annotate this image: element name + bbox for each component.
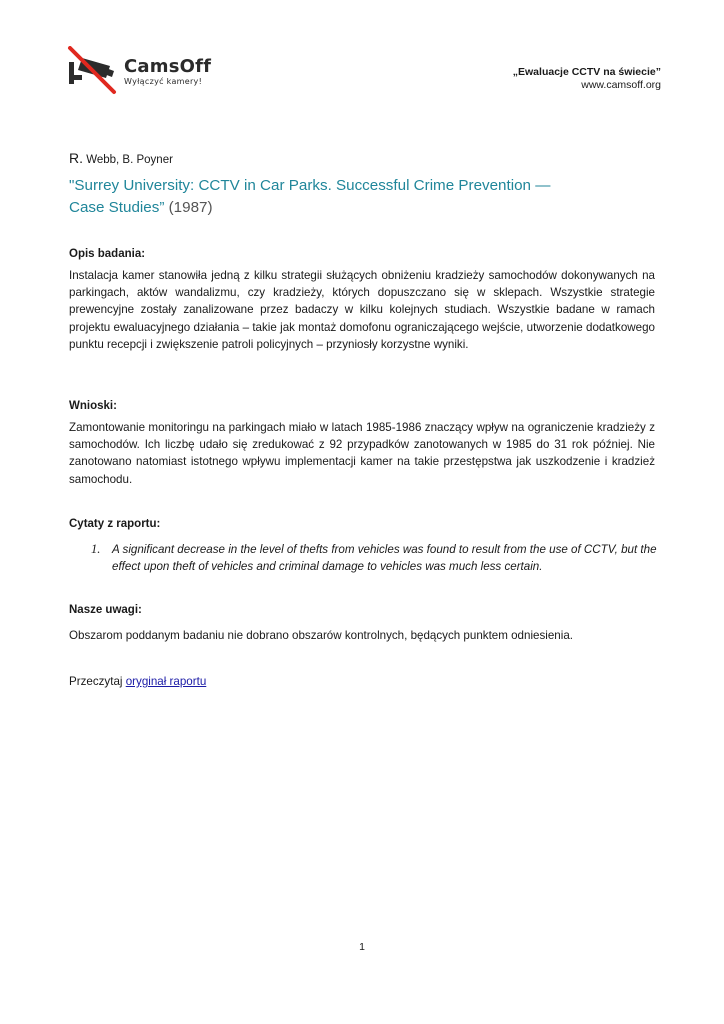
authors <box>69 150 173 166</box>
remarks-heading: Nasze uwagi: <box>69 604 142 616</box>
report-title <box>69 175 589 219</box>
quotes-heading: Cytaty z raportu: <box>69 518 161 530</box>
report-title-text: "Surrey University: CCTV in Car Parks. Successful Crime Prevention — Case Studies” <box>69 177 551 216</box>
conclusions-heading: Wnioski: <box>69 400 117 412</box>
study-paragraph: Instalacja kamer stanowiła jedną z kilku strategii służących obniżeniu kradzieży samochodów dokonywanych na parkingach, aktów wandalizmu, czy kradzieży, których dopuszczano się w sklepach. Wszystkie strategie prewencyjne zostały zanalizowane przez badaczy w kilku kolejnych studiach. Wszystkie badane w ramach projektu ewaluacyjnego działania – takie jak montaż domofonu ograniczającego wejście, utworzenie dodatkowego punktu recepcji i zwiększenie patroli policyjnych – przyniosły korzystne wyniki. <box>69 269 655 351</box>
conclusions-paragraph: Zamontowanie monitoringu na parkingach miało w latach 1985-1986 znaczący wpływ na ograniczenie kradzieży z samochodów. Ich liczbę udało się zredukować z 92 przypadków zanotowanych w 1985 do 31 rok później. Nie zanotowano natomiast istotnego wpływu implementacji kamer na takie przestępstwa jak uszkodzenie i kradzież samochodu. <box>69 421 655 486</box>
read-prefix: Przeczytaj <box>69 675 123 688</box>
brand-tagline: Wyłączyć kamery! <box>124 77 203 86</box>
quote-number: 1. <box>91 542 101 556</box>
header-info <box>513 66 661 92</box>
camsoff-logo <box>66 46 226 96</box>
original-report-link[interactable]: oryginał raportu <box>125 675 207 688</box>
read-original <box>69 675 206 688</box>
report-year: (1987) <box>168 199 213 216</box>
quote-text: A significant decrease in the level of thefts from vehicles was found to result from the use of CCTV, but the effect upon theft of vehicles and criminal damage to vehicles was much less certain. <box>112 543 657 574</box>
remarks-paragraph: Obszarom poddanym badaniu nie dobrano obszarów kontrolnych, będących punktem odniesienia. <box>69 629 573 642</box>
website-link[interactable]: www.camsoff.org <box>581 79 661 91</box>
brand-name: CamsOff <box>124 56 212 77</box>
study-heading: Opis badania: <box>69 248 146 260</box>
author-names: Webb, B. Poyner <box>86 154 173 166</box>
author-initial: R. <box>69 150 83 166</box>
crossed-camera-icon <box>66 46 120 96</box>
page-number: 1 <box>359 941 365 953</box>
series-title: „Ewaluacje CCTV na świecie” <box>512 66 661 78</box>
